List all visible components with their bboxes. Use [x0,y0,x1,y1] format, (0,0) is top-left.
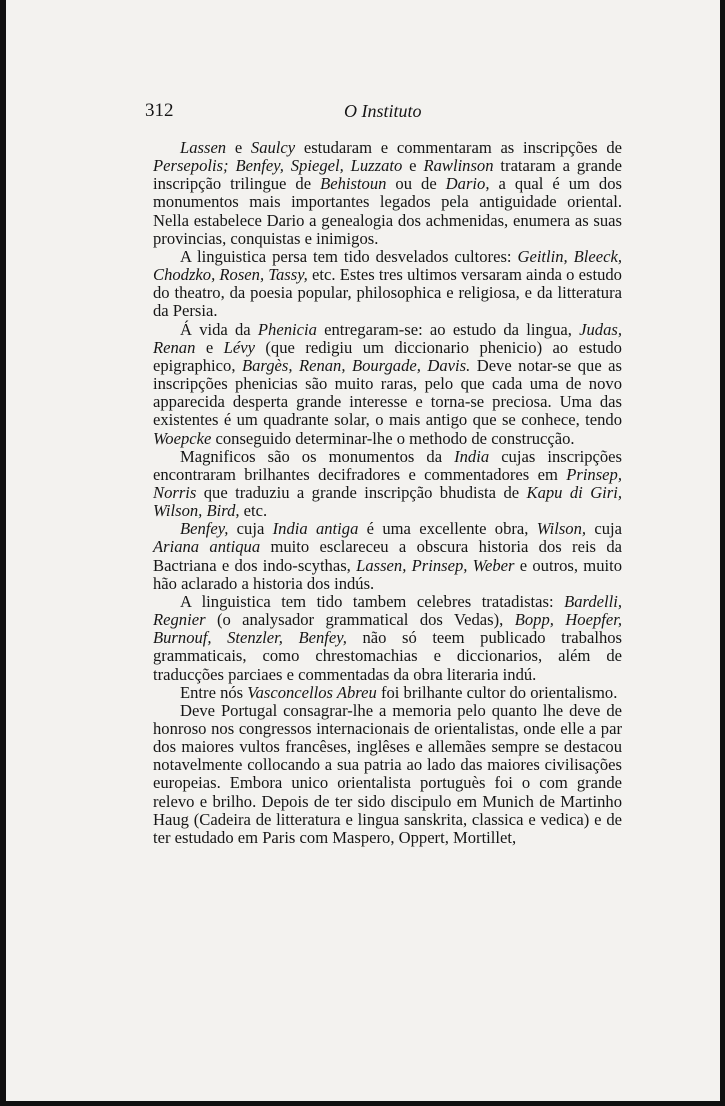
text-run: (que redigiu um diccionario phenicio) ao estudo epigraphico, [153,337,622,375]
italic-name: Behistoun [320,174,387,194]
italic-name: Bargès, Renan, Bourgade, Davis. [241,355,471,375]
text-run: a qual é um dos monumentos mais importantes legados pela antiguidade oriental. Nella estabelece Dario a genealogia dos achmenidas, enumera as suas provincias, conquistas e inimigos. [153,174,622,248]
paragraph [153,139,622,248]
italic-name: Woepcke [153,428,212,448]
paragraph [153,593,622,684]
running-title: O Instituto [344,101,422,121]
page-number: 312 [145,100,174,121]
body-text [153,139,622,847]
text-run: Á vida da [180,319,258,339]
italic-name: Lassen, Prinsep, Weber [356,555,515,575]
italic-name: Persepolis; Benfey, Spiegel, Luzzato [153,156,403,176]
italic-name: India [454,446,490,466]
italic-name: Wilson, [536,519,587,539]
text-run: Deve notar-se que as inscripções phenicias são muito raras, pelo que cada uma de novo apparecida desperta grande interesse e torna-se preciosa. Uma das existentes é um quadrante solar, o mais antigo que se conhece, tendo [153,355,622,430]
italic-name: Lévy [223,337,255,357]
paragraph [153,448,622,521]
text-run: e [226,138,251,157]
text-run: etc. [239,501,268,521]
text-run: que traduziu a grande inscripção bhudista de [196,482,527,502]
italic-name: Bopp, Hoepfer, Burnouf, Stenzler, Benfey, [153,610,622,648]
paragraph [153,321,622,448]
text-run: não só teem publicado trabalhos grammaticais, como chrestomachias e diccionarios, além de traducções parciaes e commentadas da obra literaria indú. [153,628,622,684]
paragraph [153,684,622,702]
text-run: foi brilhante cultor do orientalismo. [376,682,618,702]
paragraph [153,702,622,847]
text-run: muito esclareceu a obscura historia dos reis da Bactriana e dos indo-scythas, [153,537,623,575]
text-run: é uma excellente obra, [358,519,537,539]
text-run: entregaram-se: ao estudo da lingua, [316,319,580,339]
text-run: Deve Portugal consagrar-lhe a memoria pelo quanto lhe deve de honroso nos congressos internacionais de orientalistas, onde elle a par dos maiores vultos francêses, inglêses e allemães sempre se destacou notavelmente collocando a sua patria ao lado das maiores civilisações europeias. Embora unico orientalista portuguès foi o com grande relevo e brilho. Depois de ter sido discipulo em Munich de Martinho Haug (Cadeira de litteratura e lingua sanskrita, classica e vedica) e de ter estudado em Paris com Maspero, Oppert, Mortillet, [153,700,622,847]
text-run: Magnificos são os monumentos da [180,446,455,466]
italic-name: Dario, [445,174,490,194]
text-run: A linguistica persa tem tido desvelados cultores: [180,246,518,266]
text-run: cujas inscripções encontraram brilhantes decifradores e commentadores em [153,446,622,484]
text-run: Entre nós [180,682,248,702]
text-run: ou de [386,174,446,194]
text-run: e outros, muito hão aclarado a historia dos indús. [153,555,623,593]
italic-name: Saulcy [250,138,296,157]
italic-name: Benfey, [180,519,229,539]
text-run: e [402,156,424,176]
paragraph [153,248,622,321]
italic-name: Prinsep, Norris [153,464,622,502]
italic-name: Phenicia [257,319,317,339]
italic-name: Vasconcellos Abreu [247,682,377,702]
text-run: (o analysador grammatical dos Vedas), [205,610,515,630]
text-run: conseguido determinar-lhe o methodo de construcção. [211,428,575,448]
italic-name: Ariana antiqua [153,537,261,557]
paragraph [153,520,622,593]
text-run: cuja [228,519,273,539]
italic-name: Judas, Renan [153,319,622,357]
text-run: etc. Estes tres ultimos versaram ainda o estudo do theatro, da poesia popular, philosophica e religiosa, e da litteratura da Persia. [153,265,622,321]
text-run: e [195,337,224,357]
italic-name: Lassen [180,138,227,157]
italic-name: Kapu di Giri, Wilson, Bird, [153,482,622,521]
text-run: A linguistica tem tido tambem celebres tratadistas: [180,591,565,611]
italic-name: Rawlinson [423,156,494,176]
text-run: trataram a grande inscripção trilingue de [153,156,623,194]
italic-name: Geitlin, Bleeck, Chodzko, Rosen, Tassy, [153,246,623,285]
italic-name: Bardelli, Regnier [153,591,622,630]
text-run: cuja [586,519,622,539]
text-run: estudaram e commentaram as inscripções de [295,138,622,157]
italic-name: India antiga [272,519,359,539]
